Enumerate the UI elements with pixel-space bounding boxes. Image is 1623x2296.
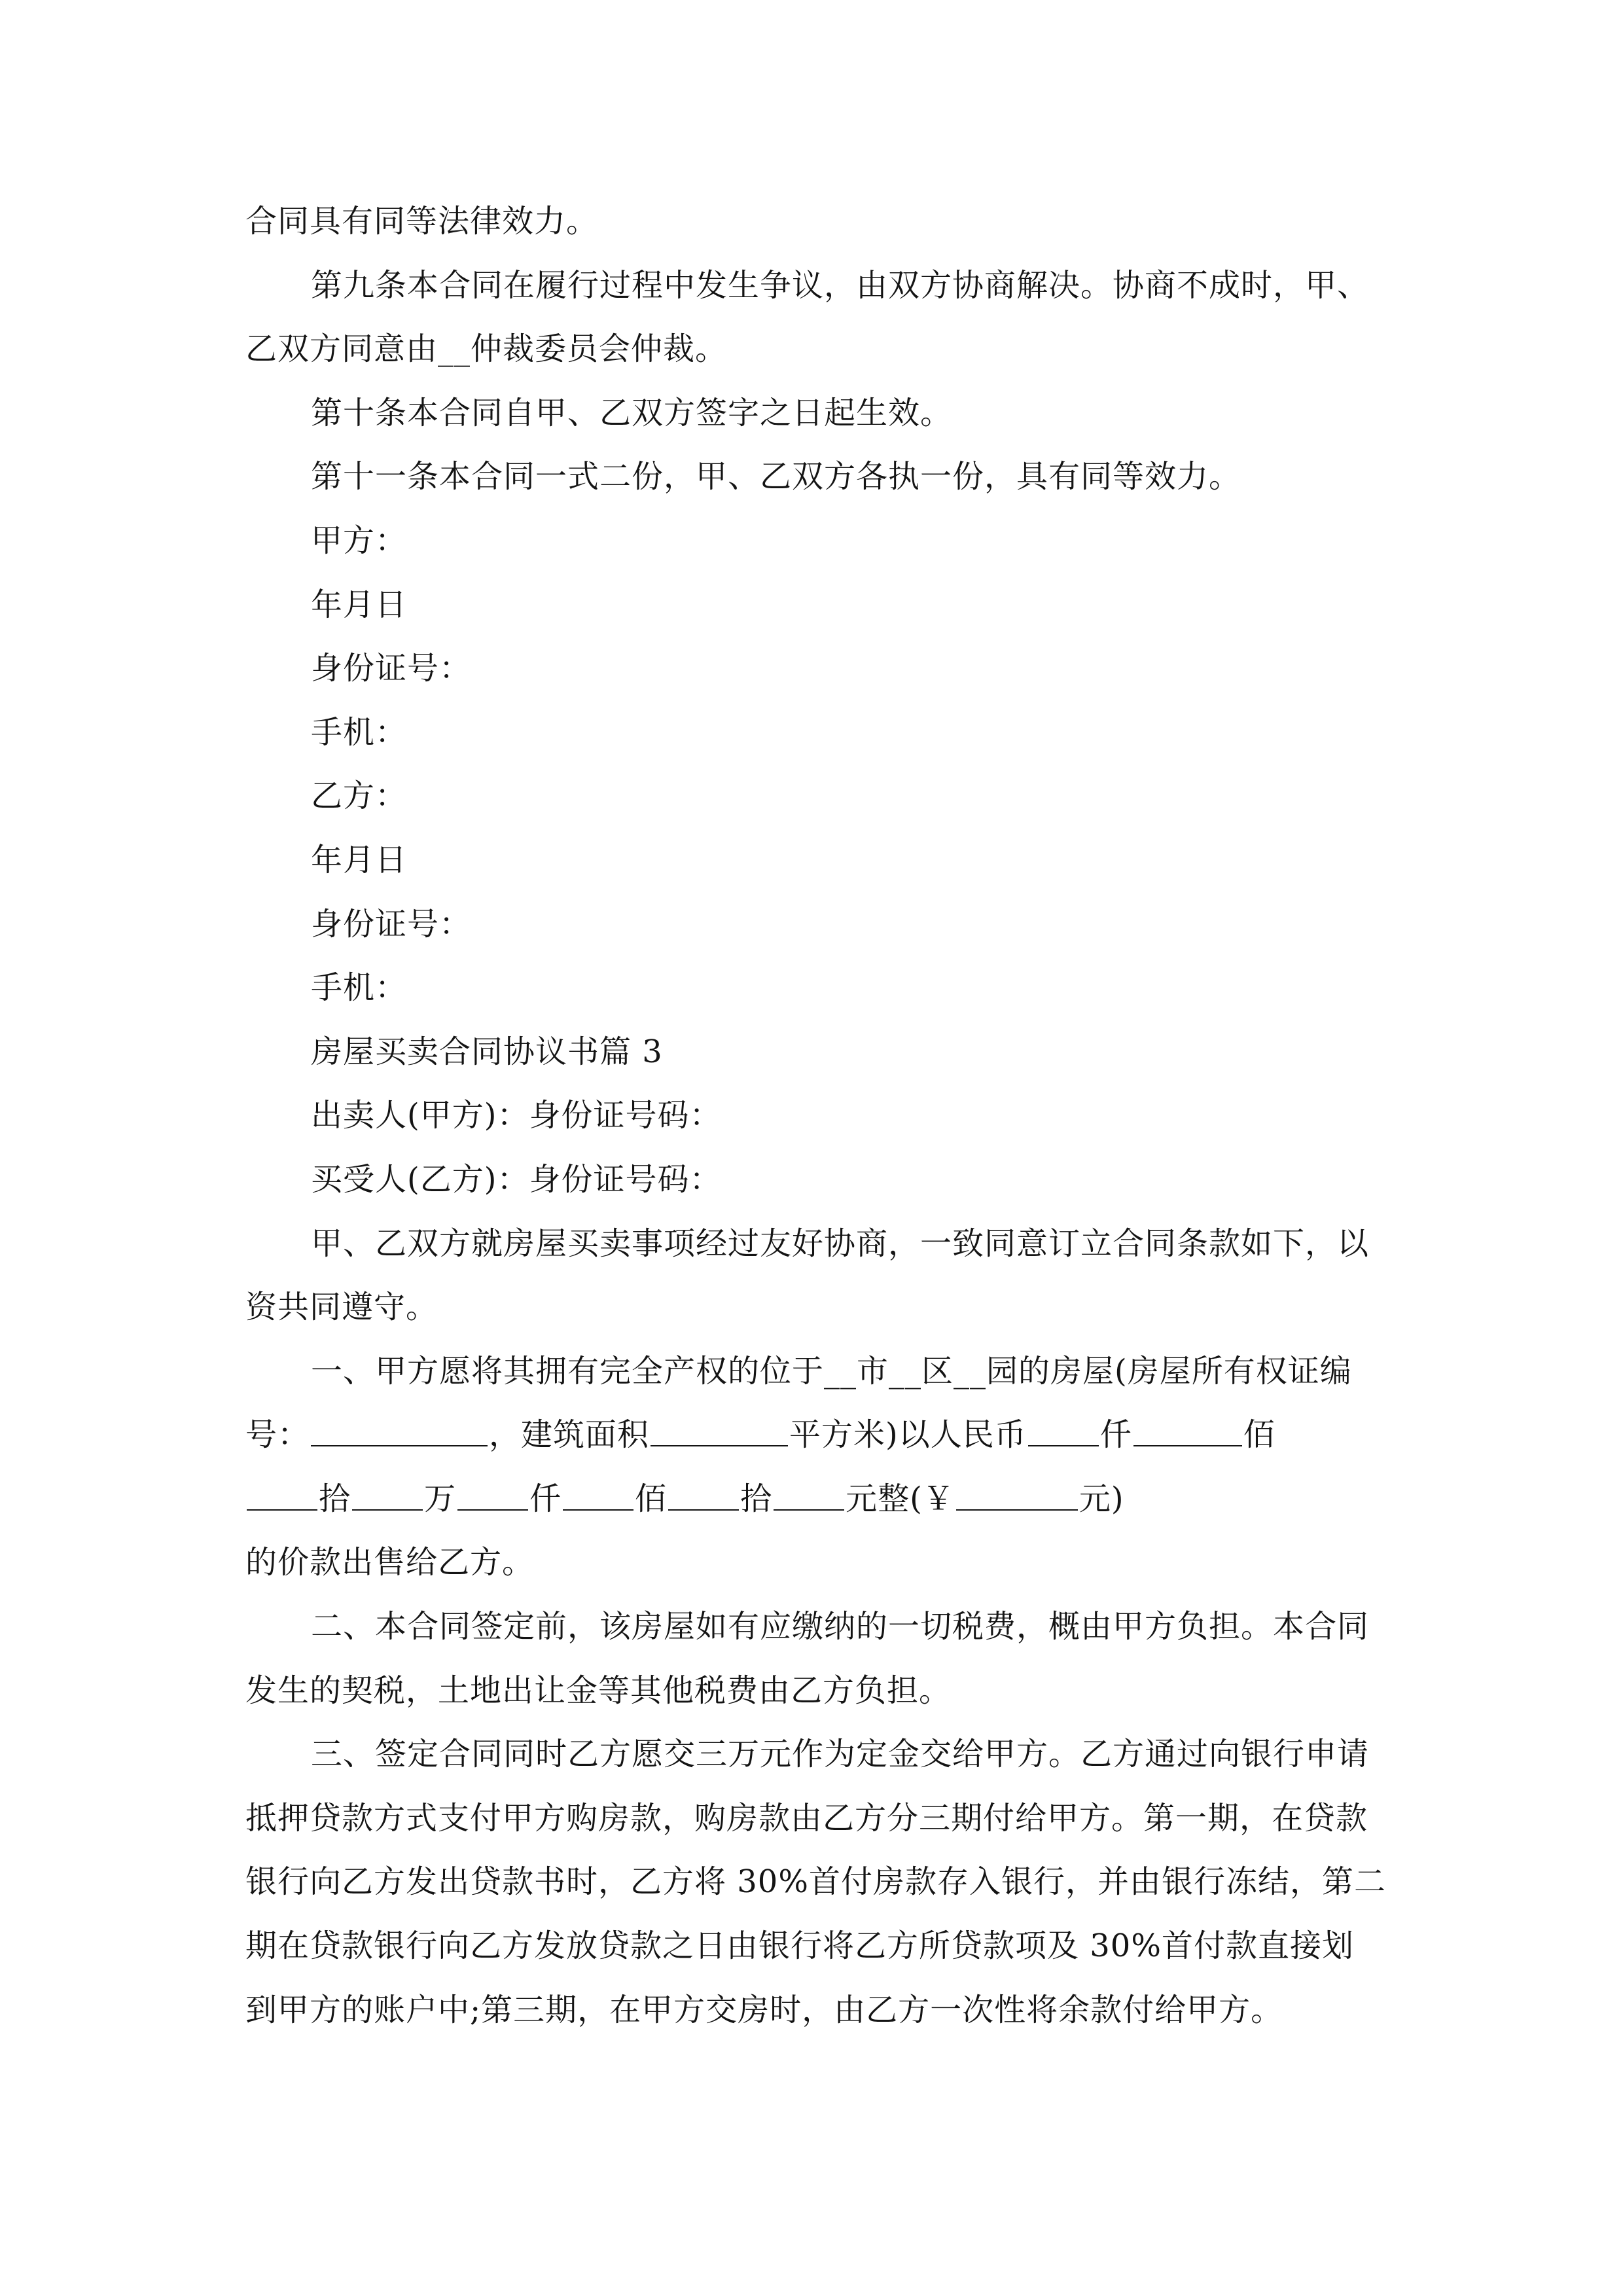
clause-11: 第十一条本合同一式二份，甲、乙双方各执一份，具有同等效力。 (311, 458, 1241, 495)
seller-line: 出卖人(甲方)：身份证号码： (311, 1097, 722, 1134)
fill-blank (651, 1426, 788, 1446)
text-fragment: 佰 (635, 1480, 668, 1517)
fill-blank (956, 1490, 1078, 1511)
preamble-line-1: 甲、乙双方就房屋买卖事项经过友好协商，一致同意订立合同条款如下，以 (311, 1225, 1370, 1262)
clause-3-line-3: 银行向乙方发出贷款书时，乙方将 30%首付房款存入银行，并由银行冻结，第二 (245, 1863, 1386, 1901)
clause-3-line-1: 三、签定合同同时乙方愿交三万元作为定金交给甲方。乙方通过向银行申请 (311, 1736, 1370, 1773)
clause-1-line-1: 一、甲方愿将其拥有完全产权的位于__市__区__园的房屋(房屋所有权证编 (311, 1352, 1352, 1390)
fill-blank (352, 1490, 423, 1511)
fill-blank (668, 1490, 739, 1511)
party-a-label: 甲方： (311, 522, 408, 559)
clause-9-line-2: 乙双方同意由__仲裁委员会仲裁。 (245, 331, 728, 368)
party-b-label: 乙方： (311, 778, 408, 815)
buyer-line: 买受人(乙方)：身份证号码： (311, 1160, 722, 1198)
text-line: 合同具有同等法律效力。 (245, 203, 599, 240)
text-fragment: 元) (1079, 1480, 1124, 1517)
section-heading: 房屋买卖合同协议书篇 3 (311, 1033, 663, 1070)
text-fragment: 元整(￥ (846, 1480, 955, 1517)
text-fragment: 拾 (319, 1480, 351, 1517)
fill-blank (457, 1490, 528, 1511)
clause-1-line-2 (245, 1403, 1391, 1467)
party-b-phone: 手机： (311, 969, 408, 1007)
clause-3-line-4: 期在贷款银行向乙方发放贷款之日由银行将乙方所贷款项及 30%首付款直接划 (245, 1928, 1354, 1965)
party-a-date: 年月日 (311, 586, 408, 623)
text-fragment: 万 (424, 1480, 457, 1517)
clause-1-line-3 (245, 1467, 1391, 1532)
party-b-date: 年月日 (311, 841, 408, 878)
text-fragment: 仟 (1099, 1416, 1132, 1454)
text-fragment: 佰 (1243, 1416, 1275, 1454)
clause-2-line-1: 二、本合同签定前，该房屋如有应缴纳的一切税费，概由甲方负担。本合同 (311, 1608, 1370, 1645)
clause-3-line-5: 到甲方的账户中;第三期，在甲方交房时，由乙方一次性将余款付给甲方。 (245, 1991, 1283, 2028)
fill-blank (1133, 1426, 1242, 1446)
text-fragment: 仟 (529, 1480, 562, 1517)
fill-blank (1028, 1426, 1099, 1446)
clause-2-line-2: 发生的契税，土地出让金等其他税费由乙方负担。 (245, 1672, 952, 1709)
document-body (245, 190, 1391, 2042)
text-fragment: 号： (245, 1416, 310, 1454)
clause-1-line-4: 的价款出售给乙方。 (245, 1544, 535, 1581)
text-fragment: 拾 (740, 1480, 773, 1517)
clause-3-line-2: 抵押贷款方式支付甲方购房款，购房款由乙方分三期付给甲方。第一期，在贷款 (245, 1799, 1368, 1837)
fill-blank (247, 1490, 317, 1511)
text-fragment: 平方米)以人民币 (789, 1416, 1027, 1454)
clause-9-line-1: 第九条本合同在履行过程中发生争议，由双方协商解决。协商不成时，甲、 (311, 266, 1370, 304)
clause-10: 第十条本合同自甲、乙双方签字之日起生效。 (311, 394, 953, 431)
text-fragment: ，建筑面积 (489, 1416, 650, 1454)
party-a-id: 身份证号： (311, 650, 472, 687)
fill-blank (563, 1490, 633, 1511)
party-b-id: 身份证号： (311, 905, 472, 942)
fill-blank (311, 1426, 488, 1446)
fill-blank (774, 1490, 844, 1511)
party-a-phone: 手机： (311, 713, 408, 751)
preamble-line-2: 资共同遵守。 (245, 1289, 438, 1326)
